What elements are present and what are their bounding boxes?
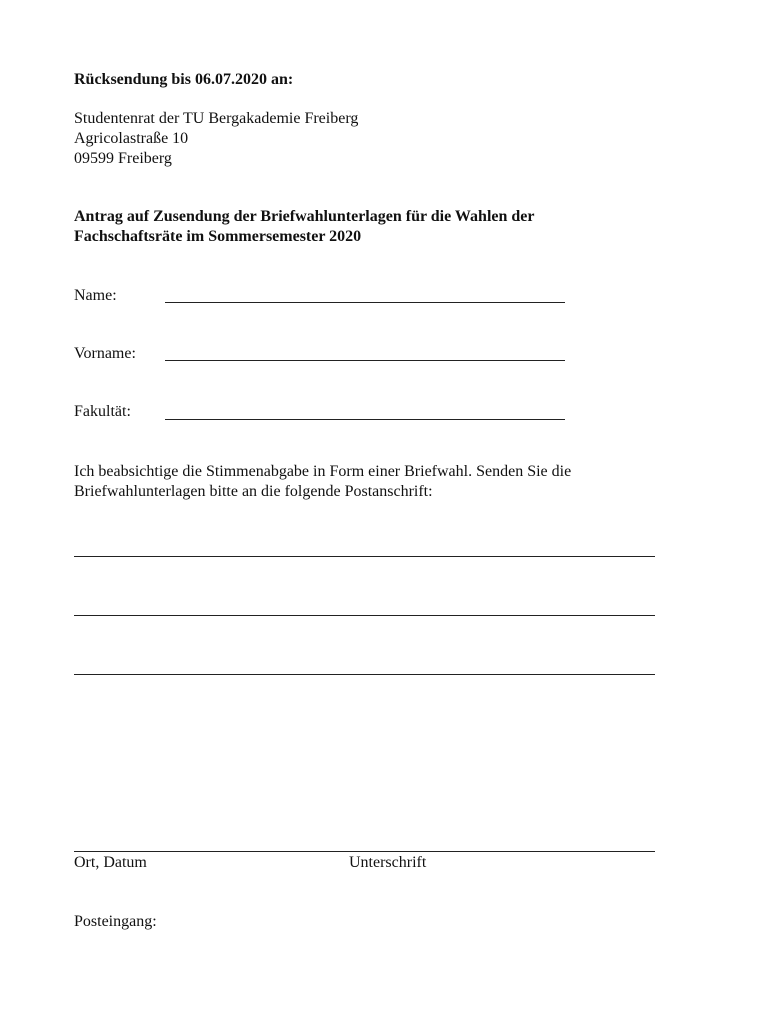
faculty-field[interactable] [165,419,565,420]
form-heading-line-2: Fachschaftsräte im Sommersemester 2020 [74,228,362,245]
address-line-organization: Studentenrat der TU Bergakademie Freiberg [74,110,359,127]
statement-line-2: Briefwahlunterlagen bitte an die folgende Postanschrift: [74,483,433,500]
faculty-label: Fakultät: [74,403,131,420]
postal-address-line-2[interactable] [74,615,655,616]
return-deadline-notice: Rücksendung bis 06.07.2020 an: [74,71,294,88]
name-label: Name: [74,287,117,304]
signature-line[interactable] [74,851,655,852]
address-line-street: Agricolastraße 10 [74,130,189,147]
address-line-city: 09599 Freiberg [74,150,172,167]
firstname-field[interactable] [165,360,565,361]
form-heading-line-1: Antrag auf Zusendung der Briefwahlunterlagen für die Wahlen der [74,208,535,225]
receipt-label: Posteingang: [74,913,157,930]
signature-label: Unterschrift [349,854,427,871]
place-date-label: Ort, Datum [74,854,147,871]
statement-line-1: Ich beabsichtige die Stimmenabgabe in Form einer Briefwahl. Senden Sie die [74,463,572,480]
postal-address-line-1[interactable] [74,556,655,557]
postal-address-line-3[interactable] [74,674,655,675]
name-field[interactable] [165,302,565,303]
firstname-label: Vorname: [74,345,136,362]
